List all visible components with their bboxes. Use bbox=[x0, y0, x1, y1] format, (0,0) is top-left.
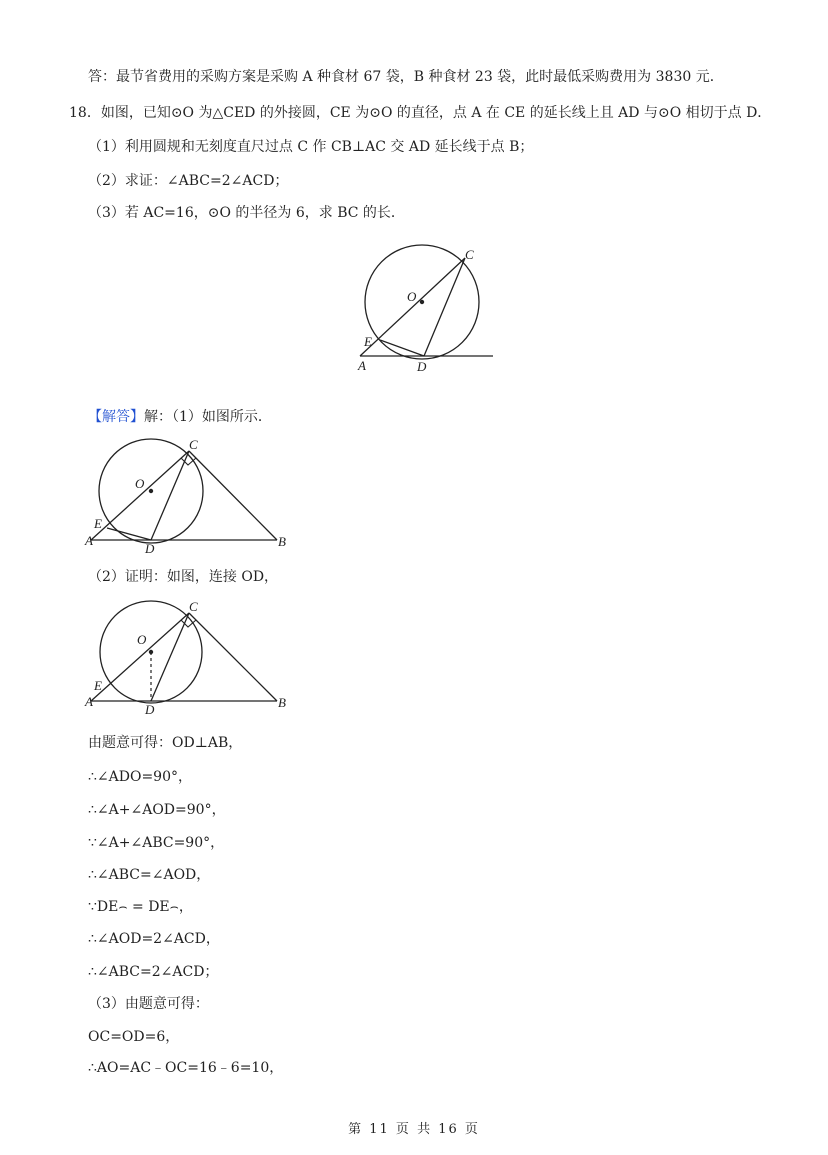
diameter-ce bbox=[360, 258, 465, 356]
solution-intro: 解：（1）如图所示． bbox=[144, 409, 272, 425]
proof-step: ∴∠AOD=2∠ACD， bbox=[88, 931, 220, 947]
question-18-part1: （1）利用圆规和无刻度直尺过点 C 作 CB⊥AC 交 AD 延长线于点 B； bbox=[88, 139, 534, 155]
segment-ed bbox=[380, 340, 424, 356]
label-b: B bbox=[278, 695, 286, 710]
proof-step: ∵∠A+∠ABC=90°， bbox=[88, 835, 225, 851]
proof-step: ∴∠ABC=∠AOD， bbox=[88, 867, 211, 883]
center-dot bbox=[149, 650, 153, 654]
label-a: A bbox=[85, 694, 93, 709]
segment-cd bbox=[424, 258, 465, 356]
label-a: A bbox=[85, 533, 93, 548]
segment-cd bbox=[151, 613, 189, 701]
proof-figure bbox=[85, 600, 295, 715]
label-d: D bbox=[145, 702, 155, 717]
construction-figure bbox=[85, 436, 295, 556]
proof-step: ∴∠A+∠AOD=90°， bbox=[88, 802, 226, 818]
proof-step: ∴∠ABC=2∠ACD； bbox=[88, 964, 219, 980]
center-dot bbox=[149, 489, 153, 493]
label-b: B bbox=[278, 534, 286, 549]
label-o: O bbox=[135, 476, 145, 491]
label-a: A bbox=[358, 358, 366, 373]
proof-step: （3）由题意可得： bbox=[88, 996, 209, 1012]
label-e: E bbox=[364, 334, 372, 349]
segment-cd bbox=[151, 451, 189, 540]
label-c: C bbox=[189, 437, 198, 452]
page-footer: 第 11 页 共 16 页 bbox=[348, 1122, 480, 1137]
line-ac bbox=[91, 613, 189, 701]
center-dot bbox=[420, 300, 424, 304]
label-e: E bbox=[94, 516, 102, 531]
question-18-part3: （3）若 AC=16，⊙O 的半径为 6，求 BC 的长． bbox=[88, 205, 405, 221]
label-c: C bbox=[465, 247, 474, 262]
label-c: C bbox=[189, 599, 198, 614]
proof-step: OC=OD=6， bbox=[88, 1029, 180, 1045]
solution-header bbox=[88, 408, 272, 426]
solution-tag: 【解答】 bbox=[88, 409, 144, 425]
proof-step: 由题意可得：OD⊥AB， bbox=[88, 735, 243, 751]
proof-step: ∴AO=AC﹣OC=16﹣6=10， bbox=[88, 1060, 284, 1076]
question-18-stem: 18．如图，已知⊙O 为△CED 的外接圆，CE 为⊙O 的直径，点 A 在 CE 的延长线上且 AD 与⊙O 相切于点 D． bbox=[69, 105, 772, 121]
proof-step: ∵DE⌢ = DE⌢， bbox=[88, 899, 193, 915]
label-o: O bbox=[137, 632, 147, 647]
label-o: O bbox=[407, 289, 417, 304]
proof-intro: （2）证明：如图，连接 OD， bbox=[88, 569, 279, 585]
proof-step: ∴∠ADO=90°， bbox=[88, 769, 192, 785]
label-d: D bbox=[417, 359, 427, 374]
question-figure bbox=[355, 238, 505, 378]
answer-17: 答：最节省费用的采购方案是采购 A 种食材 67 袋，B 种食材 23 袋，此时最低采购费用为 3830 元． bbox=[88, 69, 724, 85]
label-d: D bbox=[145, 541, 155, 556]
question-18-part2: （2）求证：∠ABC=2∠ACD； bbox=[88, 173, 289, 189]
label-e: E bbox=[94, 678, 102, 693]
